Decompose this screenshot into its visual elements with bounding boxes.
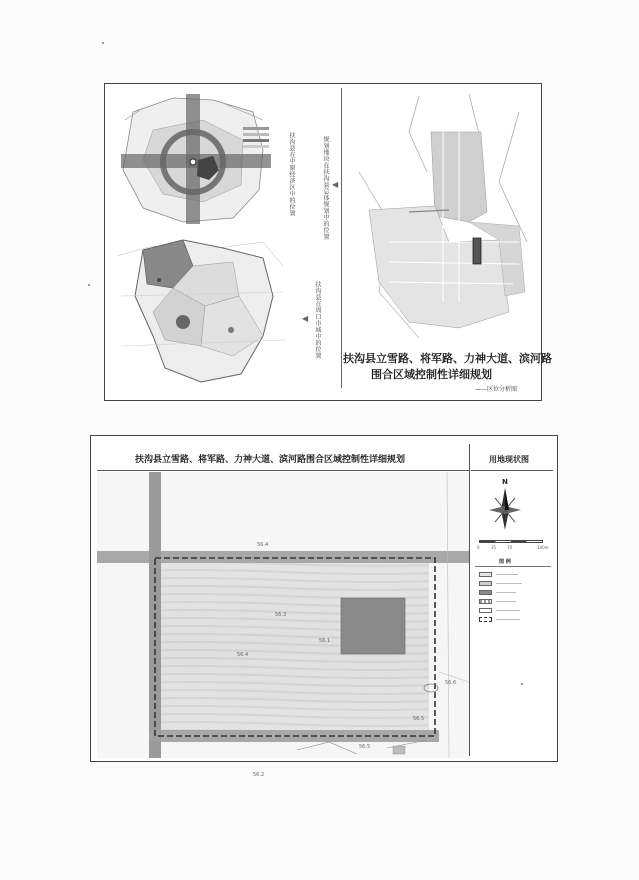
bottom-plan-sheet xyxy=(90,435,558,778)
arrow-left-icon: ◀ xyxy=(332,180,339,189)
bottom-title: 扶沟县立雪路、将军路、力神大道、滨河路围合区域控制性详细规划 xyxy=(135,455,406,465)
legend-item xyxy=(479,597,522,606)
legend-rule xyxy=(475,566,551,567)
arrow-left-icon: ◀ xyxy=(302,314,309,323)
top-title-line1: 扶沟县立雪路、将军路、力神大道、滨河路 xyxy=(343,352,552,365)
scale-bar xyxy=(475,540,551,554)
scan-speck xyxy=(521,683,523,685)
legend-title: 图 例 xyxy=(499,559,511,565)
top-plan-sheet xyxy=(104,83,552,401)
parcel-label: 56.4 xyxy=(237,652,249,658)
regional-location-map xyxy=(113,90,273,228)
legend-item xyxy=(479,579,522,588)
panel-divider xyxy=(341,88,342,388)
top-title-line2: 围合区域控制性详细规划 xyxy=(371,368,492,381)
caption-city: 规划地块在扶沟县总体规划中的位置 xyxy=(322,136,329,240)
legend-item xyxy=(479,615,522,624)
legend xyxy=(475,558,553,628)
top-subtitle: ——区位分析图 xyxy=(475,386,518,393)
scan-speck xyxy=(102,42,104,44)
map-name-underline xyxy=(471,470,553,471)
parcel-label: 56.4 xyxy=(257,542,269,548)
city-master-plan-map xyxy=(349,92,537,342)
parcel-label: 56.1 xyxy=(319,638,331,644)
land-use-map xyxy=(97,472,469,778)
regional-map-legend xyxy=(243,124,269,164)
north-label: N xyxy=(502,478,508,486)
map-name: 用地现状图 xyxy=(489,455,529,464)
parcel-label: 56.3 xyxy=(275,612,287,618)
parcel-label: 56.2 xyxy=(253,772,265,778)
bottom-title-bar xyxy=(97,444,469,471)
caption-regional: 扶沟县在中原经济区中的位置 xyxy=(288,132,295,217)
north-arrow xyxy=(487,478,523,534)
legend-item xyxy=(479,588,522,597)
scale-tick-70: 70 xyxy=(507,545,513,550)
scale-tick-140: 140m xyxy=(537,545,549,550)
parcel-label: 56.6 xyxy=(445,680,457,686)
legend-item xyxy=(479,606,522,615)
legend-item xyxy=(479,570,522,579)
scale-tick-35: 35 xyxy=(491,545,497,550)
scan-speck xyxy=(88,284,90,286)
title-separator xyxy=(469,444,470,756)
scale-tick-0: 0 xyxy=(477,545,480,550)
caption-county: 扶沟县在周口市域中的位置 xyxy=(314,281,321,359)
parcel-label: 56.5 xyxy=(413,716,425,722)
county-location-map xyxy=(113,236,291,386)
parcel-label: 56.5 xyxy=(359,744,371,750)
